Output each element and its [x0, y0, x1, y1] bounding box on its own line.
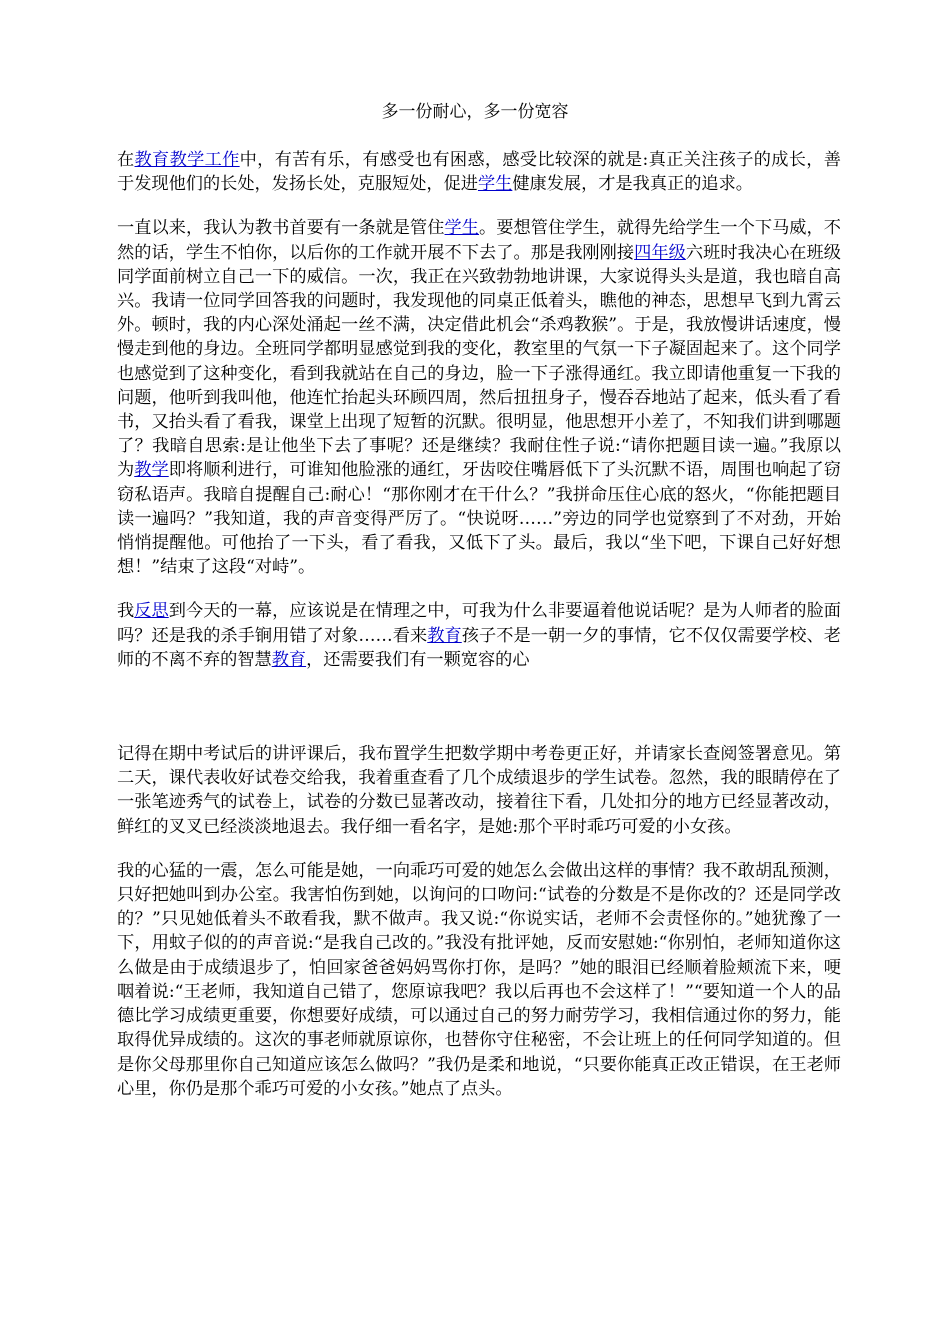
text-run: 记得在期中考试后的讲评课后，我布置学生把数学期中考卷更正好，并请家长查阅签署意见。第二天，课代表收好试卷交给我，我着重查看了几个成绩退步的学生试卷。忽然，我的眼睛停在了一张笔迹秀气的试卷上，试卷的分数已显著改动，接着往下看，几处扣分的地方已经显著改动，鲜红的叉叉已经淡淡地退去。我仔细一看名字，是她:那个平时乖巧可爱的小女孩。: [117, 744, 841, 837]
text-run: 六班时我决心在班级同学面前树立自己一下的威信。一次，我正在兴致勃勃地讲课，大家说得头头是道，我也暗自高兴。我请一位同学回答我的问题时，我发现他的同桌正低着头，瞧他的神态，思想早飞到九霄云外。顿时，我的内心深处涌起一丝不满，决定借此机会“杀鸡教猴”。于是，我放慢讲话速度，慢慢走到他的身边。全班同学都明显感觉到我的变化，教室里的气氛一下子凝固起来了。这个同学也感觉到了这种变化，看到我就站在自己的身边，脸一下子涨得通红。我立即请他重复一下我的问题，他听到我叫他，他连忙抬起头环顾四周，然后扭扭身子，慢吞吞地站了起来，低头看了看书，又抬头看了看我，课堂上出现了短暂的沉默。很明显，他思想开小差了，不知我们讲到哪题了？我暗自思索:是让他坐下去了事呢？还是继续？我耐住性子说:“请你把题目读一遍。”我原以为: [117, 242, 841, 481]
text-run: 一直以来，我认为教书首要有一条就是管住: [117, 218, 445, 239]
text-run: ，还需要我们有一颗宽容的心: [306, 649, 530, 670]
text-run: 即将顺利进行，可谁知他脸涨的通红，牙齿咬住嘴唇低下了头沉默不语，周围也响起了窃窃私语声。我暗自提醒自己:耐心！“那你刚才在干什么？”我拼命压住心底的怒火，“你能把题目读一遍吗？”我知道，我的声音变得严厉了。“快说呀……”旁边的同学也觉察到了不对劲，开始悄悄提醒他。可他抬了一下头，看了看我，又低下了头。最后，我以“坐下吧，下课自己好好想想！”结束了这段“对峙”。: [117, 460, 841, 578]
text-run: 健康发展，才是我真正的追求。: [512, 174, 753, 195]
text-run: 中，有苦有乐，有感受也有困惑，感受比较深的就是:真正关注孩子的成长，善于发现他们的长处，发扬长处，克服短处，促进: [117, 150, 841, 195]
inline-link[interactable]: 学生: [477, 174, 513, 195]
inline-link[interactable]: 学生: [444, 218, 480, 239]
text-run: 孩子不是一朝一夕的事情，它不仅仅需要学校、老师的不离不弃的智慧: [117, 625, 841, 670]
text-run: 在: [117, 150, 135, 170]
inline-link[interactable]: 教育: [427, 625, 462, 646]
paragraph-reflection: [117, 599, 841, 672]
inline-link[interactable]: 教育: [271, 649, 307, 670]
inline-link[interactable]: 教学: [134, 460, 169, 481]
document-body: [117, 148, 841, 1121]
inline-link[interactable]: 教育教学工作: [134, 150, 240, 170]
inline-link[interactable]: 四年级: [634, 242, 686, 263]
text-run: 我的心猛的一震，怎么可能是她，一向乖巧可爱的她怎么会做出这样的事情？我不敢胡乱预测，只好把她叫到办公室。我害怕伤到她，以询问的口吻问:“试卷的分数是不是你改的？还是同学改的？”只见她低着头不敢看我，默不做声。我又说:“你说实话，老师不会责怪你的。”她犹豫了一下，用蚊子似的的声音说:“是我自己改的。”我没有批评她，反而安慰她:“你别怕，老师知道你这么做是由于成绩退步了，怕回家爸爸妈妈骂你打你，是吗？”她的眼泪已经顺着脸颊流下来，哽咽着说:“王老师，我知道自己错了，您原谅我吧？我以后再也不会这样了！”“要知道一个人的品德比学习成绩更重要，你想要好成绩，可以通过自己的努力耐劳学习，我相信通过你的努力，能取得优异成绩的。这次的事老师就原谅你，也替你守住秘密，不会让班上的任何同学知道的。但是你父母那里你自己知道应该怎么做吗？”我仍是柔和地说，“只要你能真正改正错误，在王老师心里，你仍是那个乖巧可爱的小女孩。”她点了点头。: [117, 860, 841, 1099]
text-run: 到今天的一幕，应该说是在情理之中，可我为什么非要逼着他说话呢？是为人师者的脸面吗？还是我的杀手锏用错了对象……看来: [117, 601, 841, 646]
inline-link[interactable]: 反思: [134, 601, 169, 622]
text-run: 我: [117, 601, 135, 622]
paragraph-classroom-story: [117, 216, 841, 579]
document-title: 多一份耐心，多一份宽容: [381, 102, 569, 122]
text-run: 。要想管住学生，就得先给学生一个下马威，不然的话，学生不怕你，以后你的工作就开展不下去了。那是我刚刚接: [117, 218, 841, 263]
paragraph-intro: [117, 148, 841, 196]
paragraph-conversation: [117, 859, 841, 1101]
paragraph-exam-story: [117, 742, 841, 839]
